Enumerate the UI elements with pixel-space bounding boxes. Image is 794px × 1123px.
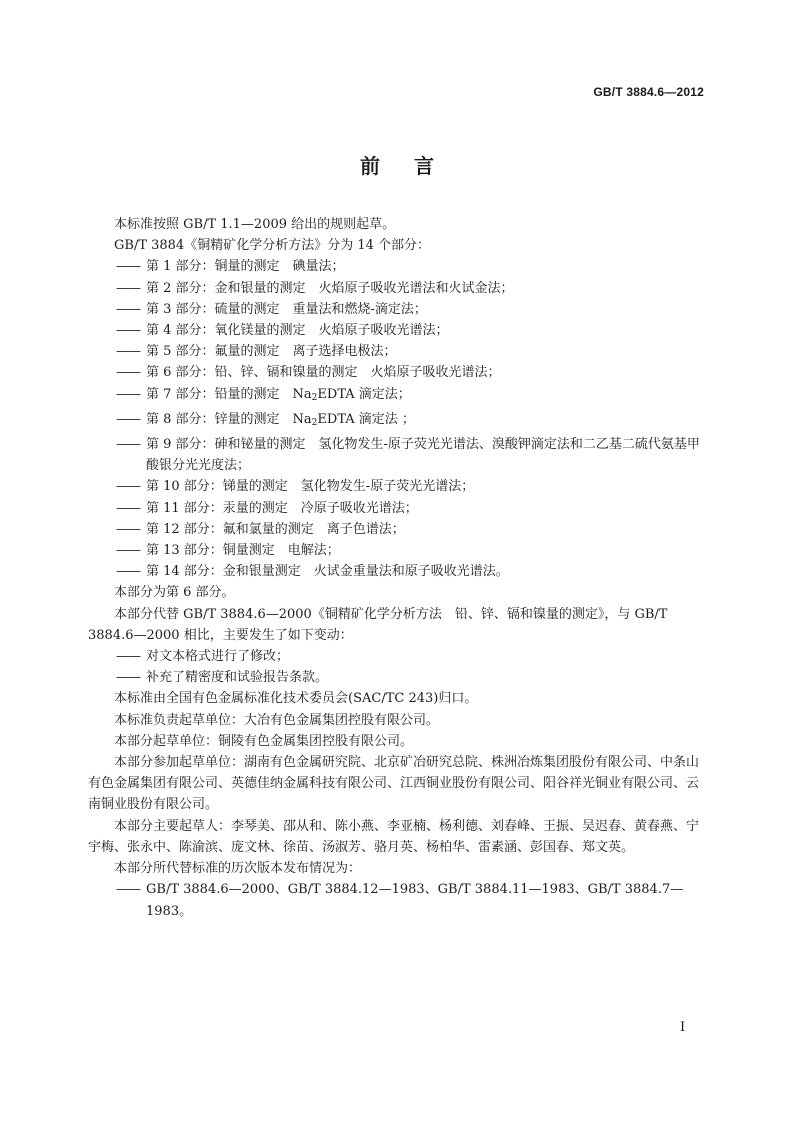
list-item-text: 第 3 部分：硫量的测定 重量法和燃烧-滴定法； <box>146 301 427 317</box>
paragraph: 本部分所代替标准的历次版本发布情况为： <box>114 861 362 877</box>
paragraph: 本部分参加起草单位：湖南有色金属研究院、北京矿冶研究总院、株洲冶炼集团股份有限公司、中条山有色金属集团有限公司、英德佳纳金属科技有限公司、江西铜业股份有限公司、阳谷祥光铜业有限公司、云南铜业股份有限公司。 <box>88 755 700 813</box>
paragraph: 本标准负责起草单位：大冶有色金属集团控股有限公司。 <box>114 712 440 728</box>
list-item <box>88 476 708 497</box>
dash-mark: —— <box>116 280 140 296</box>
paragraph: 本部分主要起草人：李琴美、邵从和、陈小燕、李亚楠、杨利德、刘春峰、王振、吴迟春、黄春燕、宁宇梅、张永中、陈渝滨、庞文林、徐苗、汤淑芳、骆月英、杨柏华、雷素涵、彭国春、郑文英。 <box>88 818 700 855</box>
list-item <box>88 434 708 476</box>
dash-mark: —— <box>116 411 140 427</box>
list-item-text: EDTA 滴定法； <box>317 386 411 402</box>
dash-mark: —— <box>116 521 140 537</box>
intro-line: 本标准按照 GB/T 1.1—2009 给出的规则起草。 <box>114 217 396 232</box>
dash-mark: —— <box>116 386 140 402</box>
dash-mark: —— <box>116 479 140 495</box>
paragraph: 本部分起草单位：铜陵有色金属集团控股有限公司。 <box>114 733 414 749</box>
subscript: 2 <box>311 392 318 403</box>
dash-mark: —— <box>116 344 140 360</box>
list-item-text: 第 11 部分：汞量的测定 冷原子吸收光谱法； <box>146 500 418 516</box>
list-item <box>88 362 708 383</box>
list-item <box>88 384 708 409</box>
dash-mark: —— <box>116 323 140 339</box>
list-item-text: 第 12 部分：氟和氯量的测定 离子色谱法； <box>146 521 405 537</box>
standard-number: GB/T 3884.6—2012 <box>593 85 704 99</box>
dash-mark: —— <box>116 649 140 665</box>
dash-mark: —— <box>116 882 140 898</box>
list-item-text: GB/T 3884.6—2000、GB/T 3884.12—1983、GB/T 3884.11—1983、GB/T 3884.7—1983。 <box>146 882 684 919</box>
list-item-text: 第 1 部分：铜量的测定 碘量法； <box>146 259 345 275</box>
page-number: I <box>680 1020 686 1035</box>
list-item-text: 第 5 部分：氟量的测定 离子选择电极法； <box>146 344 397 360</box>
paragraph: 本部分为第 6 部分。 <box>114 585 235 601</box>
foreword-body <box>88 214 708 922</box>
list-item-text: EDTA 滴定法 ； <box>317 411 415 427</box>
dash-mark: —— <box>116 564 140 580</box>
list-item-text: 第 13 部分：铜量测定 电解法； <box>146 543 340 559</box>
list-item <box>88 646 708 667</box>
paragraph: 本标准由全国有色金属标准化技术委员会(SAC/TC 243)归口。 <box>114 691 478 707</box>
list-item <box>88 561 708 582</box>
list-item <box>88 519 708 540</box>
dash-mark: —— <box>116 301 140 317</box>
dash-mark: —— <box>116 259 140 275</box>
list-item <box>88 409 708 434</box>
list-item-text: 对文本格式进行了修改； <box>146 649 290 665</box>
list-item-text: 补充了精密度和试验报告条款。 <box>146 670 329 686</box>
intro-line: GB/T 3884《铜精矿化学分析方法》分为 14 个部分： <box>114 238 431 254</box>
list-item-text: 第 4 部分：氧化镁量的测定 火焰原子吸收光谱法； <box>146 323 449 339</box>
page-title: 前言 <box>360 154 468 178</box>
list-item <box>88 320 708 341</box>
list-item <box>88 278 708 299</box>
dash-mark: —— <box>116 365 140 381</box>
list-item <box>88 498 708 519</box>
dash-mark: —— <box>116 500 140 516</box>
list-item-text: 第 2 部分：金和银量的测定 火焰原子吸收光谱法和火试金法； <box>146 280 514 296</box>
list-item-text: 第 10 部分：锑量的测定 氢化物发生-原子荧光光谱法； <box>146 479 475 495</box>
list-item <box>88 256 708 277</box>
dash-mark: —— <box>116 543 140 559</box>
list-item-text: 第 7 部分：铅量的测定 Na <box>146 386 312 402</box>
list-item-text: 第 8 部分：锌量的测定 Na <box>146 411 312 427</box>
list-item-text: 第 14 部分：金和银量测定 火试金重量法和原子吸收光谱法。 <box>146 564 509 580</box>
dash-mark: —— <box>116 670 140 686</box>
list-item <box>88 879 708 921</box>
list-item <box>88 540 708 561</box>
list-item-text: 第 9 部分：砷和铋量的测定 氢化物发生-原子荧光光谱法、溴酸钾滴定法和二乙基二硫代氨基甲酸银分光光度法； <box>146 437 700 474</box>
list-item <box>88 299 708 320</box>
dash-mark: —— <box>116 437 140 453</box>
subscript: 2 <box>311 417 318 428</box>
paragraph: 本部分代替 GB/T 3884.6—2000《铜精矿化学分析方法 铅、锌、镉和镍量的测定》，与 GB/T 3884.6—2000 相比，主要发生了如下变动： <box>88 606 668 643</box>
list-item <box>88 667 708 688</box>
list-item-text: 第 6 部分：铅、锌、镉和镍量的测定 火焰原子吸收光谱法； <box>146 365 501 381</box>
list-item <box>88 341 708 362</box>
